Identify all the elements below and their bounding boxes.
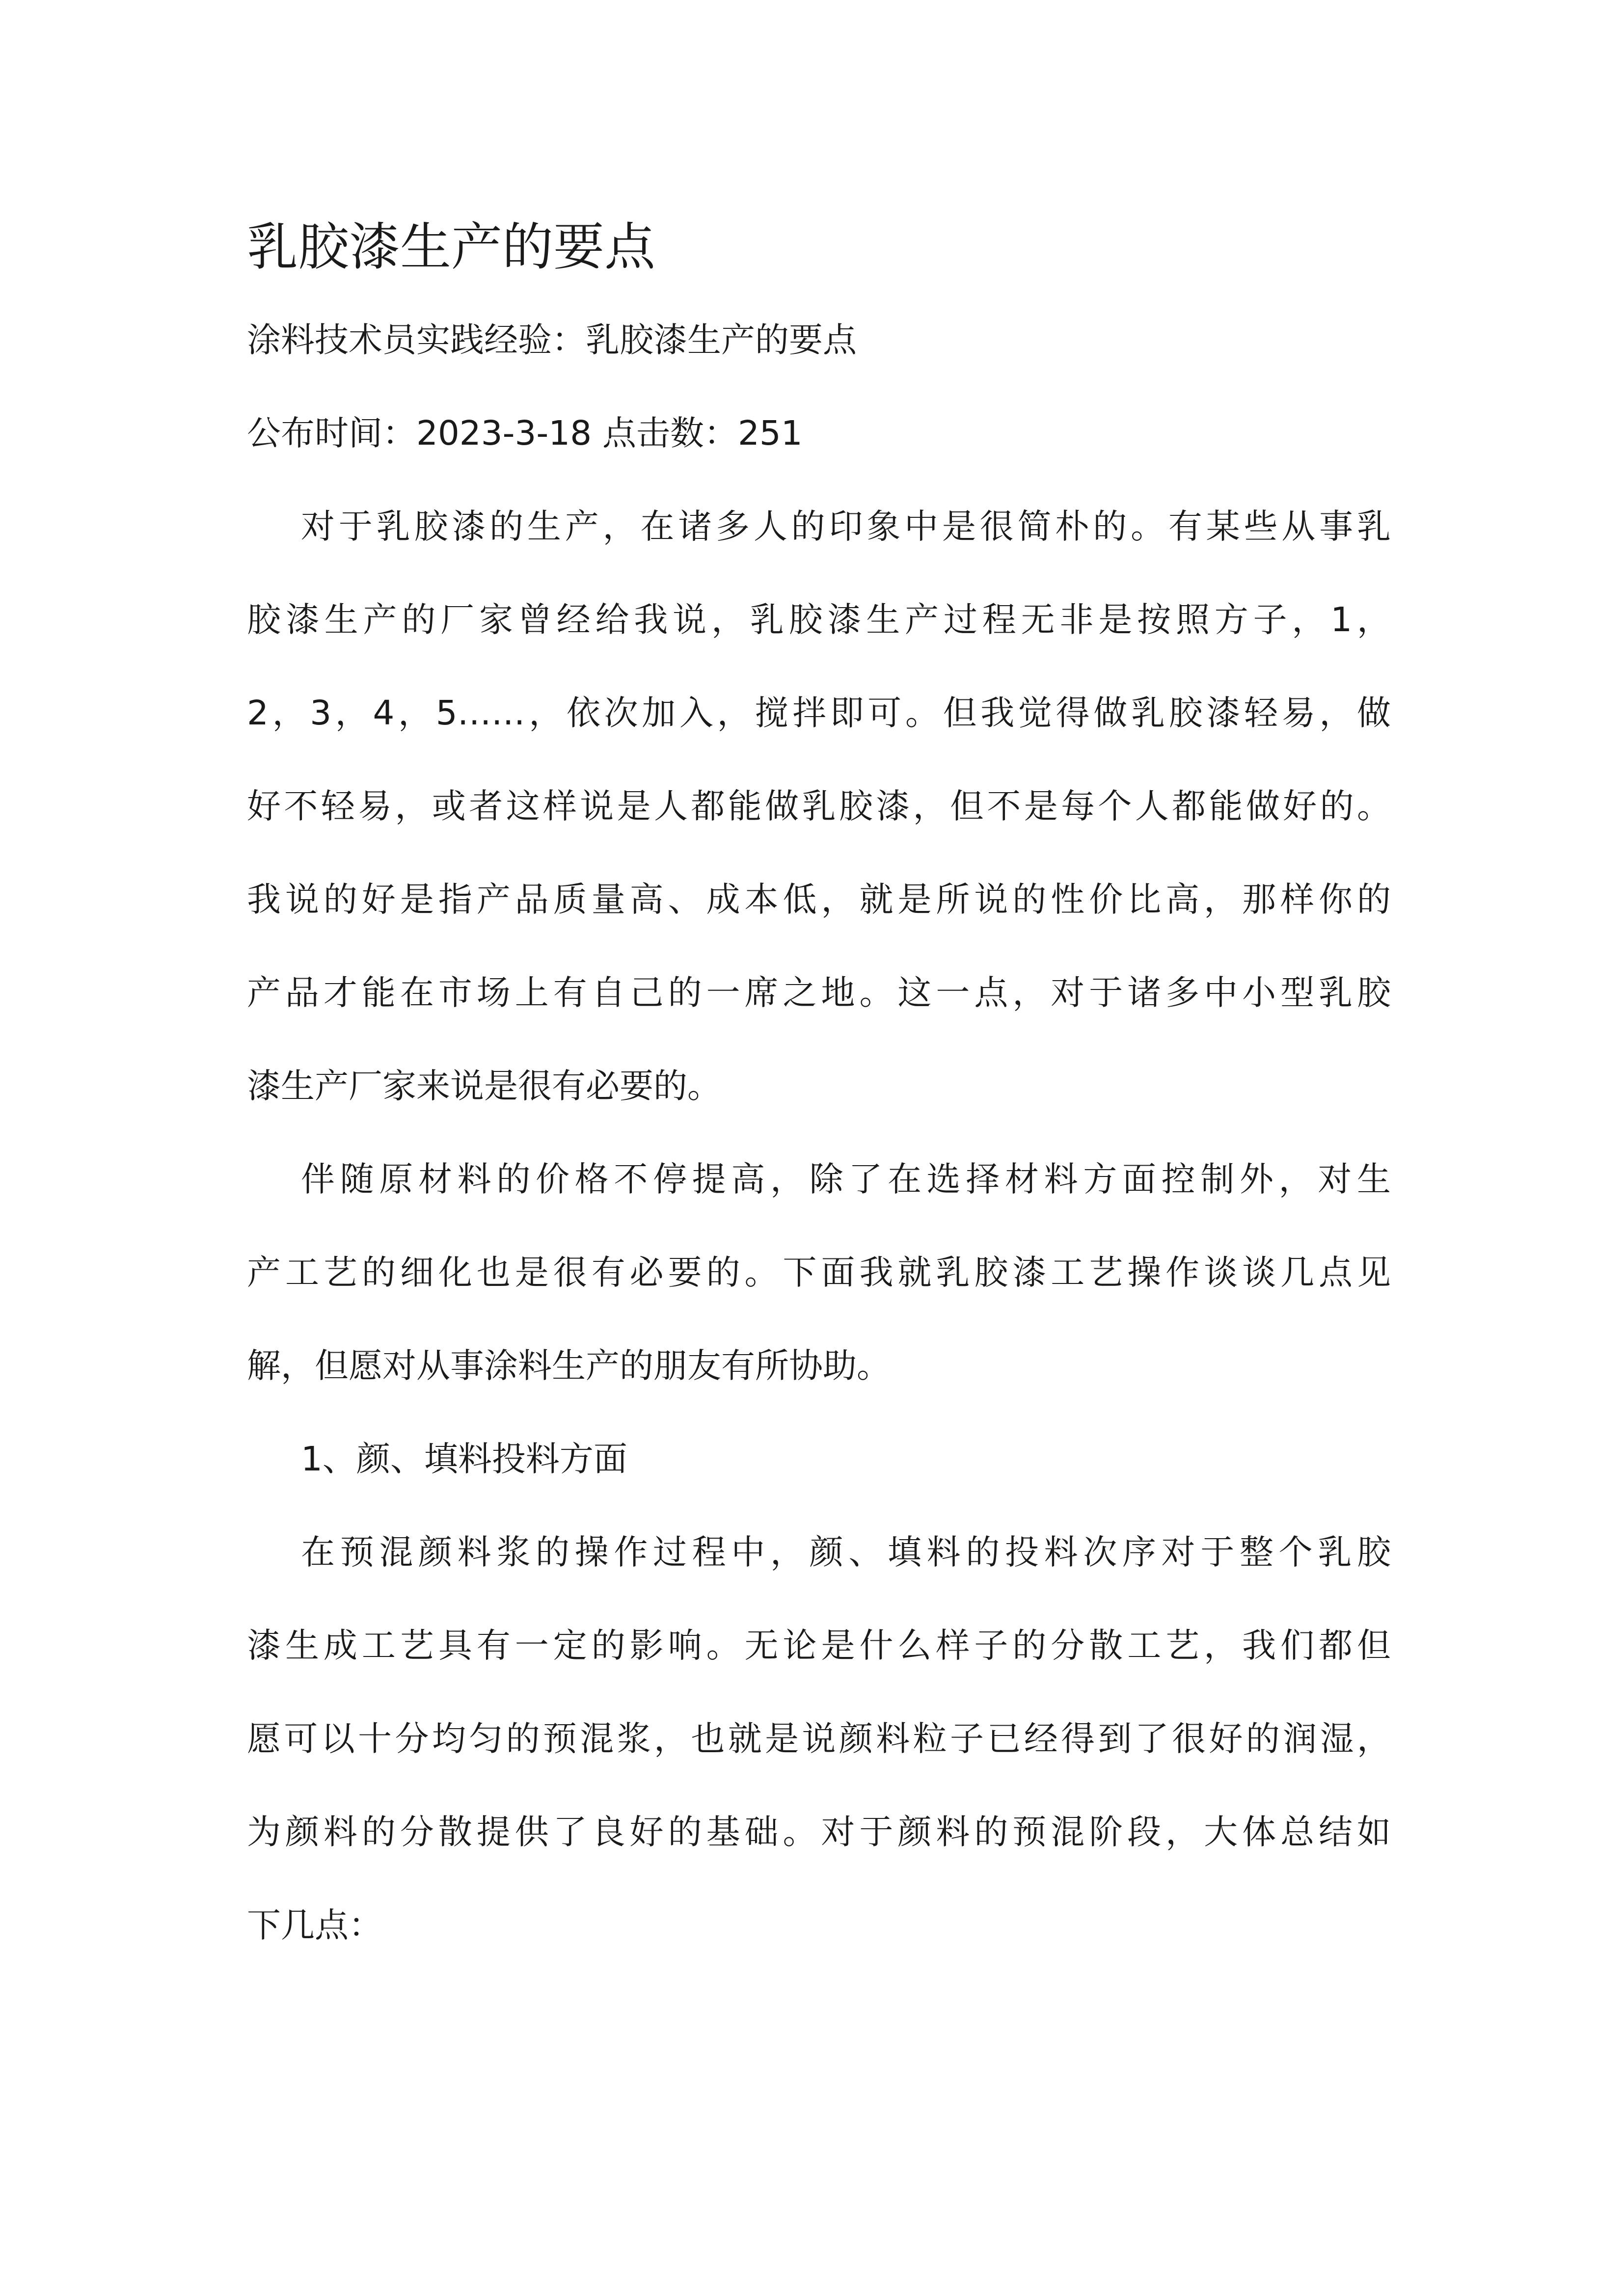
document-subtitle: 涂料技术员实践经验：乳胶漆生产的要点 [247,320,857,360]
paragraph-line: 对于乳胶漆的生产，在诸多人的印象中是很简朴的。有某些从事乳 [301,507,1391,546]
paragraph-line: 为颜料的分散提供了良好的基础。对于颜料的预混阶段，大体总结如 [247,1813,1391,1852]
paragraph-line: 产工艺的细化也是很有必要的。下面我就乳胶漆工艺操作谈谈几点见 [247,1253,1391,1292]
paragraph-line: 下几点： [247,1906,382,1945]
paragraph-line: 在预混颜料浆的操作过程中，颜、填料的投料次序对于整个乳胶 [301,1533,1391,1572]
paragraph-line: 2，3，4，5……，依次加入，搅拌即可。但我觉得做乳胶漆轻易，做 [247,694,1391,733]
document-title: 乳胶漆生产的要点 [247,217,656,277]
section-heading-1 [247,1413,1391,1506]
paragraph-line: 愿可以十分均匀的预混浆，也就是说颜料粒子已经得到了很好的润湿， [247,1719,1391,1759]
document-content [247,200,1391,1972]
paragraph-line: 漆生成工艺具有一定的影响。无论是什么样子的分散工艺，我们都但 [247,1626,1391,1665]
paragraph-3 [247,1506,1391,1972]
paragraph-line: 漆生产厂家来说是很有必要的。 [247,1067,721,1106]
paragraph-2 [247,1133,1391,1413]
paragraph-line: 好不轻易，或者这样说是人都能做乳胶漆，但不是每个人都能做好的。 [247,787,1391,826]
paragraph-line: 解，但愿对从事涂料生产的朋友有所协助。 [247,1346,891,1386]
paragraph-line: 胶漆生产的厂家曾经给我说，乳胶漆生产过程无非是按照方子，1， [247,600,1391,640]
paragraph-line: 伴随原材料的价格不停提高，除了在选择材料方面控制外，对生 [301,1160,1391,1199]
paragraph-line: 产品才能在市场上有自己的一席之地。这一点，对于诸多中小型乳胶 [247,973,1391,1013]
section-heading: 1、颜、填料投料方面 [301,1440,627,1479]
paragraph-line: 我说的好是指产品质量高、成本低，就是所说的性价比高，那样你的 [247,880,1391,919]
paragraph-1 [247,480,1391,1133]
publish-meta: 公布时间：2023-3-18 点击数：251 [247,414,803,453]
